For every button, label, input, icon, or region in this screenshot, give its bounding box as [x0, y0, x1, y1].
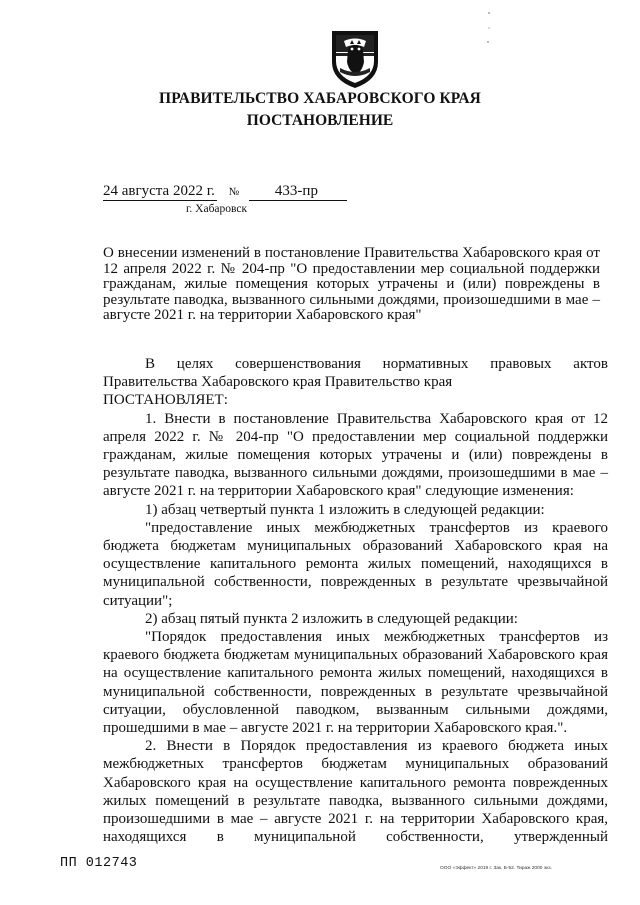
- item-2-paragraph: 2. Внести в Порядок предоставления из краевого бюджета иных межбюджетных трансфертов бюджетам муниципальных образований Хабаровского края на осуществление капитального ремонта поврежденных жилых помещений в результате паводка, вызванного сильными дождями, произошедшими в мае – августе 2021 г. на территории Хабаровского края, находящихся в муниципальной собственности, утвержденный: [103, 738, 608, 846]
- subitem-1-text: "предоставление иных межбюджетных трансфертов из краевого бюджета бюджетам муниципальных образований Хабаровского края на осуществление капитального ремонта жилых помещений, находящихся в муниципальной собственности, поврежденных в результате чрезвычайной ситуации";: [103, 519, 608, 609]
- number-sign: №: [228, 186, 240, 198]
- form-serial-number: ПП 012743: [60, 856, 138, 871]
- printer-imprint: ООО «Эффект» 2019 г. Зак. Б-52. Тираж 2000 экз.: [440, 866, 552, 871]
- document-type: ПОСТАНОВЛЕНИЕ: [246, 112, 394, 129]
- scan-specks: [486, 8, 492, 48]
- subitem-2-paragraph: 2) абзац пятый пункта 2 изложить в следующей редакции:: [145, 610, 518, 627]
- document-city: г. Хабаровск: [186, 203, 248, 215]
- document-date: 24 августа 2022 г.: [103, 183, 215, 199]
- document-number: 433-пр: [249, 183, 347, 201]
- subitem-1-paragraph: 1) абзац четвертый пункта 1 изложить в следующей редакции:: [145, 501, 545, 518]
- organization-title: ПРАВИТЕЛЬСТВО ХАБАРОВСКОГО КРАЯ: [159, 90, 481, 107]
- item-1-paragraph: 1. Внести в постановление Правительства Хабаровского края от 12 апреля 2022 г. № 204-пр "О предоставлении мер социальной поддержки гражданам, жилые помещения которых утрачены и (или) повреждены в результате паводка, вызванного сильными дождями, произошедшими в мае – августе 2021 г. на территории Хабаровского края" следующие изменения:: [103, 410, 608, 500]
- resolves-heading: ПОСТАНОВЛЯЕТ:: [103, 392, 228, 409]
- preamble-paragraph: В целях совершенствования нормативных правовых актов Правительства Хабаровского края Правительство края: [103, 356, 608, 391]
- coat-of-arms-icon: [326, 28, 384, 90]
- registration-line: [103, 183, 347, 201]
- subitem-2-text: "Порядок предоставления иных межбюджетных трансфертов из краевого бюджета бюджетам муниципальных образований Хабаровского края на осуществление капитального ремонта жилых помещений, находящихся в муниципальной собственности, поврежденных в результате чрезвычайной ситуации, обусловленной паводком, вызванным сильными дождями, прошедшими в мае – августе 2021 г. на территории Хабаровского края.".: [103, 629, 608, 737]
- document-subject: О внесении изменений в постановление Правительства Хабаровского края от 12 апреля 2022 г. № 204-пр "О предоставлении мер социальной поддержки гражданам, жилые помещения которых утрачены и (или) повреждены в результате паводка, вызванного сильными дождями, произошедшими в мае – августе 2021 г. на территории Хабаровского края": [103, 245, 600, 324]
- document-body: [103, 355, 608, 846]
